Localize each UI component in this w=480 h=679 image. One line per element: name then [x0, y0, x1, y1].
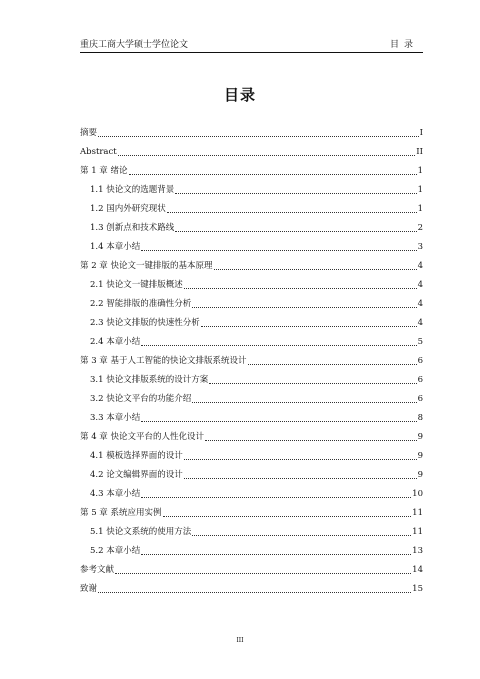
toc-dot-leader — [214, 269, 417, 270]
toc-dot-leader — [192, 307, 416, 308]
toc-dot-leader — [192, 535, 411, 536]
header-rule — [80, 52, 423, 53]
toc-entry[interactable] — [80, 295, 423, 314]
table-of-contents — [80, 124, 423, 599]
toc-entry-page: 4 — [417, 318, 423, 328]
toc-entry-page: 9 — [417, 470, 423, 480]
toc-dot-leader — [115, 573, 411, 574]
toc-entry-page: 3 — [417, 242, 423, 252]
toc-entry[interactable] — [80, 466, 423, 485]
toc-entry-label: 1.3 创新点和技术路线 — [90, 223, 175, 233]
toc-entry[interactable] — [80, 162, 423, 181]
page-number: III — [236, 637, 244, 644]
toc-entry[interactable] — [80, 181, 423, 200]
toc-entry-page: 11 — [412, 527, 423, 537]
toc-dot-leader — [98, 592, 411, 593]
toc-dot-leader — [205, 440, 417, 441]
toc-entry[interactable] — [80, 485, 423, 504]
toc-entry-page: 2 — [417, 223, 423, 233]
toc-entry[interactable] — [80, 333, 423, 352]
toc-entry[interactable] — [80, 238, 423, 257]
toc-dot-leader — [201, 326, 417, 327]
toc-entry-page: 14 — [412, 565, 423, 575]
toc-entry-label: 第 3 章 基于人工智能的快论文排版系统设计 — [80, 356, 247, 366]
toc-entry-page: 5 — [417, 337, 423, 347]
toc-entry[interactable] — [80, 219, 423, 238]
toc-entry-label: 1.2 国内外研究现状 — [90, 204, 166, 214]
toc-dot-leader — [192, 402, 416, 403]
toc-dot-leader — [184, 288, 417, 289]
toc-entry-page: 1 — [417, 166, 423, 176]
toc-entry[interactable] — [80, 257, 423, 276]
toc-dot-leader — [184, 478, 417, 479]
toc-dot-leader — [209, 383, 416, 384]
toc-entry[interactable] — [80, 542, 423, 561]
toc-dot-leader — [175, 231, 416, 232]
header-thesis-name: 重庆工商大学硕士学位论文 — [80, 40, 189, 50]
toc-entry[interactable] — [80, 143, 423, 162]
toc-entry-label: 4.2 论文编辑界面的设计 — [90, 470, 183, 480]
toc-dot-leader — [184, 459, 417, 460]
toc-entry-label: 第 2 章 快论文一键排版的基本原理 — [80, 261, 213, 271]
toc-entry-label: 摘要 — [80, 128, 98, 138]
toc-dot-leader — [98, 136, 419, 137]
toc-title: 目录 — [223, 86, 256, 104]
toc-entry-page: II — [416, 147, 423, 157]
toc-dot-leader — [175, 193, 416, 194]
toc-entry[interactable] — [80, 200, 423, 219]
toc-entry-page: I — [419, 128, 423, 138]
toc-entry[interactable] — [80, 390, 423, 409]
toc-entry-label: 5.1 快论文系统的使用方法 — [90, 527, 192, 537]
toc-entry-page: 4 — [417, 261, 423, 271]
toc-entry-page: 1 — [417, 204, 423, 214]
toc-entry-page: 15 — [412, 584, 423, 594]
toc-entry-label: 1.1 快论文的选题背景 — [90, 185, 175, 195]
toc-entry-page: 8 — [417, 413, 423, 423]
toc-entry-page: 4 — [417, 280, 423, 290]
toc-entry-label: 3.1 快论文排版系统的设计方案 — [90, 375, 209, 385]
toc-entry[interactable] — [80, 561, 423, 580]
toc-dot-leader — [129, 174, 417, 175]
toc-entry-page: 4 — [417, 299, 423, 309]
toc-dot-leader — [141, 554, 411, 555]
toc-entry[interactable] — [80, 371, 423, 390]
toc-entry[interactable] — [80, 314, 423, 333]
toc-entry[interactable] — [80, 580, 423, 599]
toc-entry[interactable] — [80, 276, 423, 295]
toc-entry-label: 4.1 模板选择界面的设计 — [90, 451, 183, 461]
toc-entry-label: 第 1 章 绪论 — [80, 166, 128, 176]
toc-entry-page: 10 — [412, 489, 423, 499]
toc-entry-label: Abstract — [80, 147, 117, 157]
toc-dot-leader — [163, 516, 412, 517]
toc-entry-label: 2.1 快论文一键排版概述 — [90, 280, 183, 290]
toc-entry-page: 9 — [417, 451, 423, 461]
toc-entry-page: 1 — [417, 185, 423, 195]
toc-dot-leader — [248, 364, 417, 365]
toc-entry[interactable] — [80, 523, 423, 542]
toc-entry-page: 9 — [417, 432, 423, 442]
toc-entry-label: 第 5 章 系统应用实例 — [80, 508, 162, 518]
toc-entry-label: 4.3 本章小结 — [90, 489, 141, 499]
toc-entry-page: 6 — [417, 394, 423, 404]
toc-entry-label: 3.3 本章小结 — [90, 413, 141, 423]
running-header — [80, 38, 420, 52]
toc-entry[interactable] — [80, 504, 423, 523]
toc-entry-label: 致谢 — [80, 584, 98, 594]
toc-dot-leader — [141, 497, 411, 498]
toc-dot-leader — [141, 345, 416, 346]
toc-entry-page: 6 — [417, 375, 423, 385]
toc-entry-label: 5.2 本章小结 — [90, 546, 141, 556]
toc-entry-label: 第 4 章 快论文平台的人性化设计 — [80, 432, 205, 442]
toc-entry-page: 6 — [417, 356, 423, 366]
toc-entry[interactable] — [80, 352, 423, 371]
toc-entry-label: 3.2 快论文平台的功能介绍 — [90, 394, 192, 404]
toc-entry-label: 2.2 智能排版的准确性分析 — [90, 299, 192, 309]
toc-dot-leader — [141, 421, 416, 422]
toc-entry-label: 参考文献 — [80, 565, 115, 575]
toc-entry[interactable] — [80, 428, 423, 447]
toc-entry[interactable] — [80, 124, 423, 143]
toc-dot-leader — [167, 212, 417, 213]
toc-entry[interactable] — [80, 447, 423, 466]
toc-entry[interactable] — [80, 409, 423, 428]
toc-entry-page: 11 — [412, 508, 423, 518]
toc-dot-leader — [141, 250, 416, 251]
toc-entry-label: 2.3 快论文排版的快速性分析 — [90, 318, 200, 328]
toc-entry-label: 2.4 本章小结 — [90, 337, 141, 347]
header-section-name: 目录 — [389, 40, 418, 50]
toc-entry-label: 1.4 本章小结 — [90, 242, 141, 252]
toc-dot-leader — [118, 155, 416, 156]
toc-entry-page: 13 — [412, 546, 423, 556]
